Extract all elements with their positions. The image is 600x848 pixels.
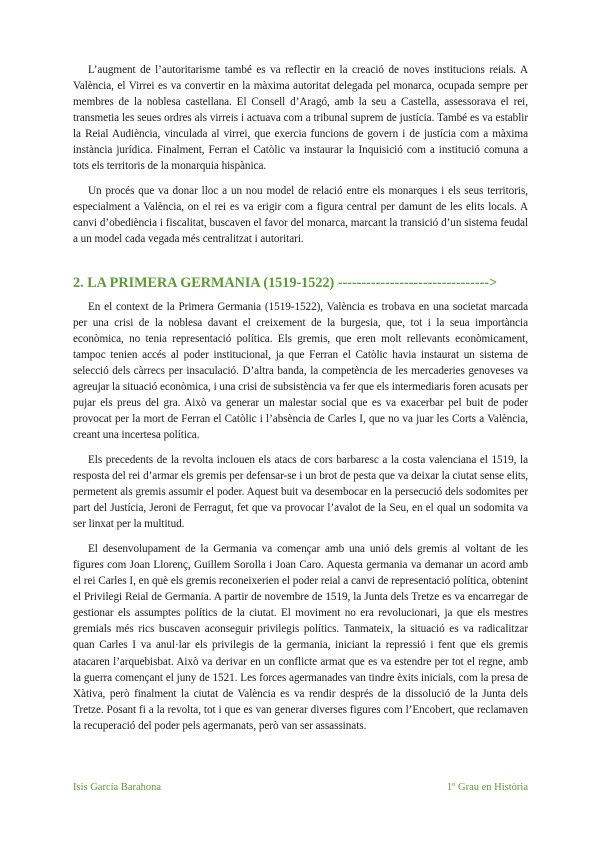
footer-author: Isis García Barahona	[73, 782, 162, 793]
section-heading: 2. LA PRIMERA GERMANIA (1519-1522) -------------------------------->	[73, 274, 498, 291]
document-page	[73, 62, 528, 743]
paragraph-new-model: Un procés que va donar lloc a un nou model de relació entre els monarques i els seus territoris, especialment a València, on el rei es va erigir com a figura central per damunt de les elits locals. A canvi d’obediència i fiscalitat, buscaven el favor del monarca, marcant la transició d’un sistema feudal a un model cada vegada més centralitzat i autoritari.	[73, 185, 528, 246]
footer-course: 1º Grau en Història	[446, 782, 528, 793]
page-footer	[73, 782, 528, 793]
paragraph-precedents: Els precedents de la revolta inclouen els atacs de cors barbaresc a la costa valenciana el 1519, la resposta del rei d’armar els gremis per defensar-se i un brot de pesta que va deixar la ciutat sense elits, permetent als gremis assumir el poder. Aquest buit va desembocar en la persecució dels sodomites per part del Justícia, Jeroni de Ferragut, fet que va provocar l’avalot de la Seu, en el qual un sodomita va ser linxat per la multitud.	[73, 453, 528, 531]
paragraph-context: En el context de la Primera Germania (1519-1522), València es trobava en una societat marcada per una crisi de la noblesa davant el creixement de la burgesia, que, tot i la seua importància econòmica, no tenia representació política. Els gremis, que eren molt rellevants econòmicament, tampoc tenien accés al poder institucional, ja que Ferran el Catòlic havia instaurat un sistema de selecció dels càrrecs per insaculació. D’altra banda, la competència de les mercaderies genoveses va agreujar la situació econòmica, i una crisi de subsistència va fer que els intermediaris foren acusats per pujar els preus del gra. Això va generar un malestar social que es va exacerbar pel buit de poder provocat per la mort de Ferran el Catòlic i l’absència de Carles I, que no va juar les Corts a València, creant una incertesa política.	[73, 300, 528, 441]
paragraph-institutions: L’augment de l’autoritarisme també es va reflectir en la creació de noves institucions reials. A València, el Virrei es va convertir en la màxima autoritat delegada pel monarca, ocupada sempre per membres de la noblesa castellana. El Consell d’Aragó, amb la seu a Castella, assessorava el rei, transmetia les seues ordres als virreis i actuava com a tribunal suprem de justícia. També es va establir la Reial Audiència, vinculada al virrei, que exercia funcions de govern i de justícia com a màxima instància jurídica. Finalment, Ferran el Catòlic va instaurar la Inquisició com a institució comuna a tots els territoris de la monarquia hispànica.	[73, 64, 528, 173]
paragraph-development: El desenvolupament de la Germania va començar amb una unió dels gremis al voltant de les figures com Joan Llorenç, Guillem Sorolla i Joan Caro. Aquesta germania va demanar un acord amb el rei Carles I, en què els gremis reconeixerien el poder reial a canvi de representació política, obtenint el Privilegi Reial de Germania. A partir de novembre de 1519, la Junta dels Tretze es va encarregar de gestionar els assumptes polítics de la ciutat. El moviment no era revolucionari, ja que els mestres gremials més rics buscaven aconseguir privilegis polítics. Tanmateix, la situació es va radicalitzar quan Carles I va anul·lar els privilegis de la germania, iniciant la repressió i fent que els gremis atacaren l’arquebisbat. Això va derivar en un conflicte armat que es va estendre per tot el regne, amb la guerra començant el juny de 1521. Les forces agermanades van tindre èxits inicials, com la presa de Xàtiva, però finalment la ciutat de València es va rendir després de la dissolució de la Junta dels Tretze. Posant fi a la revolta, tot i que es van generar diverses figures com l’Encobert, que reclamaven la recuperació del poder pels agermanats, però van ser assassinats.	[73, 543, 528, 732]
